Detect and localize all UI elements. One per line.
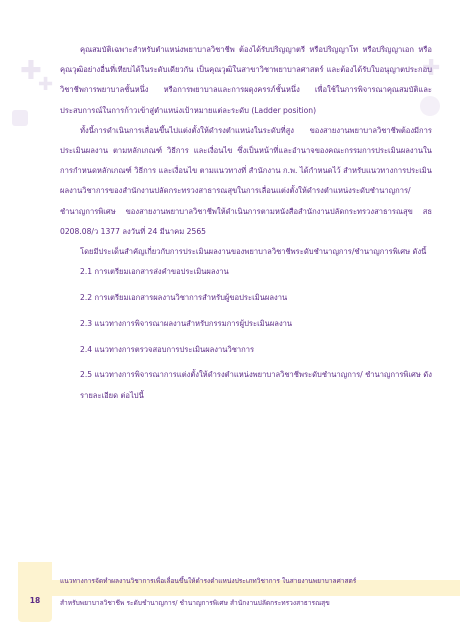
promotion-paragraph: ทั้งนี้การดำเนินการเลื่อนขึ้นไปแต่งตั้งให้ดำรงตำแหน่งในระดับที่สูง ของสายงานพยาบาลวิชาชีพต้องมีการประเมินผลงาน ตามหลักเกณฑ์ วิธีการ และเงื่อนไข ซึ่งเป็นหน้าที่และอำนาจของคณะกรรมการประเมินผลงานในการกำหนดหลักเกณฑ์ วิธีการ และเงื่อนไข ตามแนวทางที่ สำนักงาน ก.พ. ได้กำหนดไว้ สำหรับแนวทางการประเมินผลงานวิชาการของสำนักงานปลัดกระทรวงสาธารณสุขในการเลื่อนแต่งตั้งให้ดำรงตำแหน่งระดับชำนาญการ/ ชำนาญการพิเศษ ของสายงานพยาบาลวิชาชีพให้ดำเนินการตามหนังสือสำนักงานปลัดกระทรวงสาธารณสุข สธ 0208.08/ว 1377 ลงวันที่ 24 มีนาคม 2565 [60, 125, 432, 236]
key-points-intro: โดยมีประเด็นสำคัญเกี่ยวกับการประเมินผลงานของพยาบาลวิชาชีพระดับชำนาญการ/ชำนาญการพิเศษ ดังนี้ [80, 247, 427, 257]
qualification-paragraph: คุณสมบัติเฉพาะสำหรับตำแหน่งพยาบาลวิชาชีพ ต้องได้รับปริญญาตรี หรือปริญญาโท หรือปริญญาเอก หรือคุณวุฒิอย่างอื่นที่เทียบได้ในระดับเดียวกัน เป็นคุณวุฒิในสาขาวิชาพยาบาลศาสตร์ และต้องได้รับใบอนุญาตประกอบวิชาชีพการพยาบาลชั้นหนึ่ง หรือการพยาบาลและการผดุงครรภ์ชั้นหนึ่ง เพื่อใช้ในการพิจารณาคุณสมบัติและประสบการณ์ในการก้าวเข้าสู่ตำแหน่งเป้าหมายแต่ละระดับ (Ladder position) [60, 45, 432, 115]
square-decoration [12, 110, 28, 126]
list-item: 2.2 การเตรียมเอกสารผลงานวิชาการสำหรับผู้ขอประเมินผลงาน [80, 293, 288, 303]
main-content [60, 40, 432, 406]
evaluation-topic-list [60, 262, 432, 406]
list-item: 2.1 การเตรียมเอกสารส่งคำขอประเมินผลงาน [80, 267, 229, 277]
footer-subtitle: สำหรับพยาบาลวิชาชีพ ระดับชำนาญการ/ ชำนาญการพิเศษ สำนักงานปลัดกระทรวงสาธารณสุข [60, 599, 330, 607]
page-number-tab [18, 562, 52, 622]
plus-decoration-icon: ✚ [20, 56, 42, 86]
list-item: 2.5 แนวทางการพิจารณาการแต่งตั้งให้ดำรงตำแหน่งพยาบาลวิชาชีพระดับชำนาญการ/ ชำนาญการพิเศษ ดังรายละเอียด ต่อไปนี้ [80, 370, 432, 400]
footer-title: แนวทางการจัดทำผลงานวิชาการเพื่อเลื่อนขึ้นให้ดำรงตำแหน่งประเภทวิชาการ ในสายงานพยาบาลศาสตร์ [60, 577, 357, 585]
list-item: 2.4 แนวทางการตรวจสอบการประเมินผลงานวิชาการ [80, 344, 255, 354]
plus-decoration-icon: ✚ [422, 56, 441, 81]
list-item: 2.3 แนวทางการพิจารณาผลงานสำหรับกรรมการผู้ประเมินผลงาน [80, 318, 293, 328]
page-number: 18 [29, 596, 41, 605]
plus-decoration-icon: ✚ [38, 74, 54, 95]
